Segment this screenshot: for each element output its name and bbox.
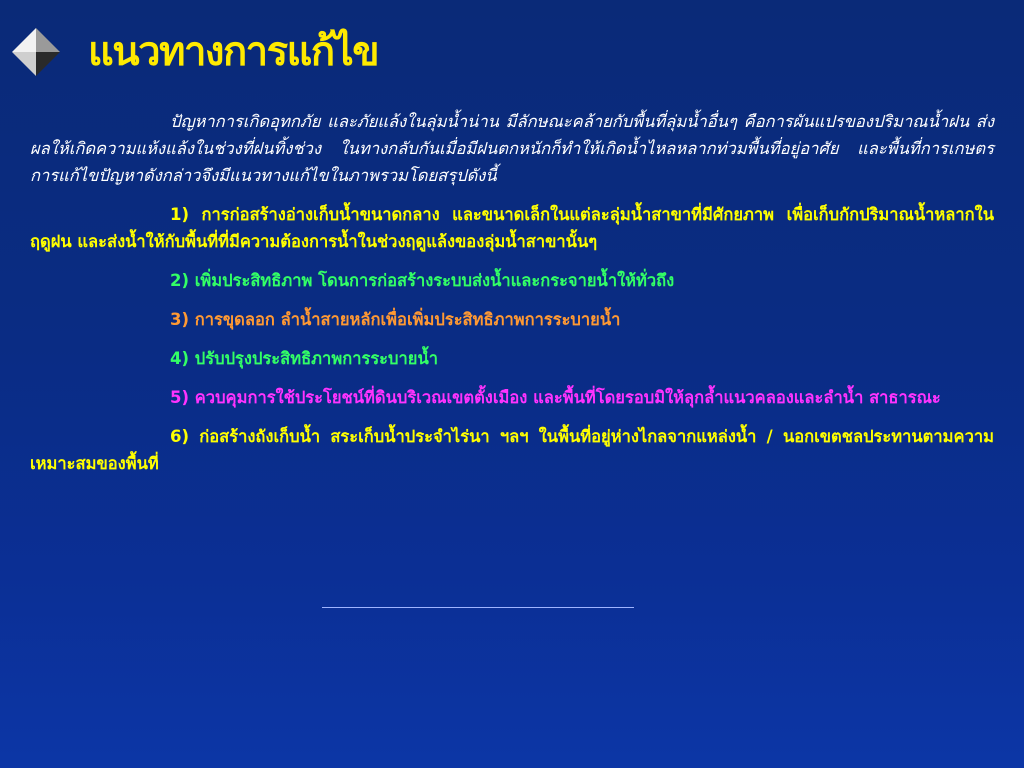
slide-header — [10, 22, 378, 82]
solution-item-3: 3) การขุดลอก ลำน้ำสายหลักเพื่อเพิ่มประสิทธิภาพการระบายน้ำ — [170, 310, 621, 329]
slide-content — [30, 108, 994, 489]
intro-paragraph: ปัญหาการเกิดอุทกภัย และภัยแล้งในลุ่มน้ำน่าน มีลักษณะคล้ายกับพื้นที่ลุ่มน้ำอื่นๆ คือการผันแปรของปริมาณน้ำฝน ส่งผลให้เกิดความแห้งแล้งในช่วงที่ฝนทิ้งช่วง ในทางกลับกันเมื่อมีฝนตกหนักก็ทำให้เกิดน้ำไหลหลากท่วมพื้นที่อยู่อาศัย และพื้นที่การเกษตร การแก้ไขปัญหาดังกล่าวจึงมีแนวทางแก้ไขในภาพรวมโดยสรุปดังนี้ — [30, 112, 994, 185]
solution-item-5: 5) ควบคุมการใช้ประโยชน์ที่ดินบริเวณเขตตั้งเมือง และพื้นที่โดยรอบมิให้ลุกล้ำแนวคลองและลำน้ำ สาธารณะ — [170, 388, 941, 407]
solution-item-1: 1) การก่อสร้างอ่างเก็บน้ำขนาดกลาง และขนาดเล็กในแต่ละลุ่มน้ำสาขาที่มีศักยภาพ เพื่อเก็บกักปริมาณน้ำหลากในฤดูฝน และส่งน้ำให้กับพื้นที่ที่มีความต้องการน้ำในช่วงฤดูแล้งของลุ่มน้ำสาขานั้นๆ — [30, 205, 994, 251]
divider-line — [322, 607, 634, 608]
solution-item-2: 2) เพิ่มประสิทธิภาพ โดนการก่อสร้างระบบส่งน้ำและกระจายน้ำให้ทั่วถึง — [170, 271, 675, 290]
diamond-bullet-icon — [10, 26, 62, 78]
solution-item-6: 6) ก่อสร้างถังเก็บน้ำ สระเก็บน้ำประจำไร่นา ฯลฯ ในพื้นที่อยู่ห่างไกลจากแหล่งน้ำ / นอกเขตชลประทานตามความเหมาะสมของพื้นที่ — [30, 427, 994, 473]
slide-title: แนวทางการแก้ไข — [88, 30, 379, 74]
solution-item-4: 4) ปรับปรุงประสิทธิภาพการระบายน้ำ — [170, 349, 438, 368]
